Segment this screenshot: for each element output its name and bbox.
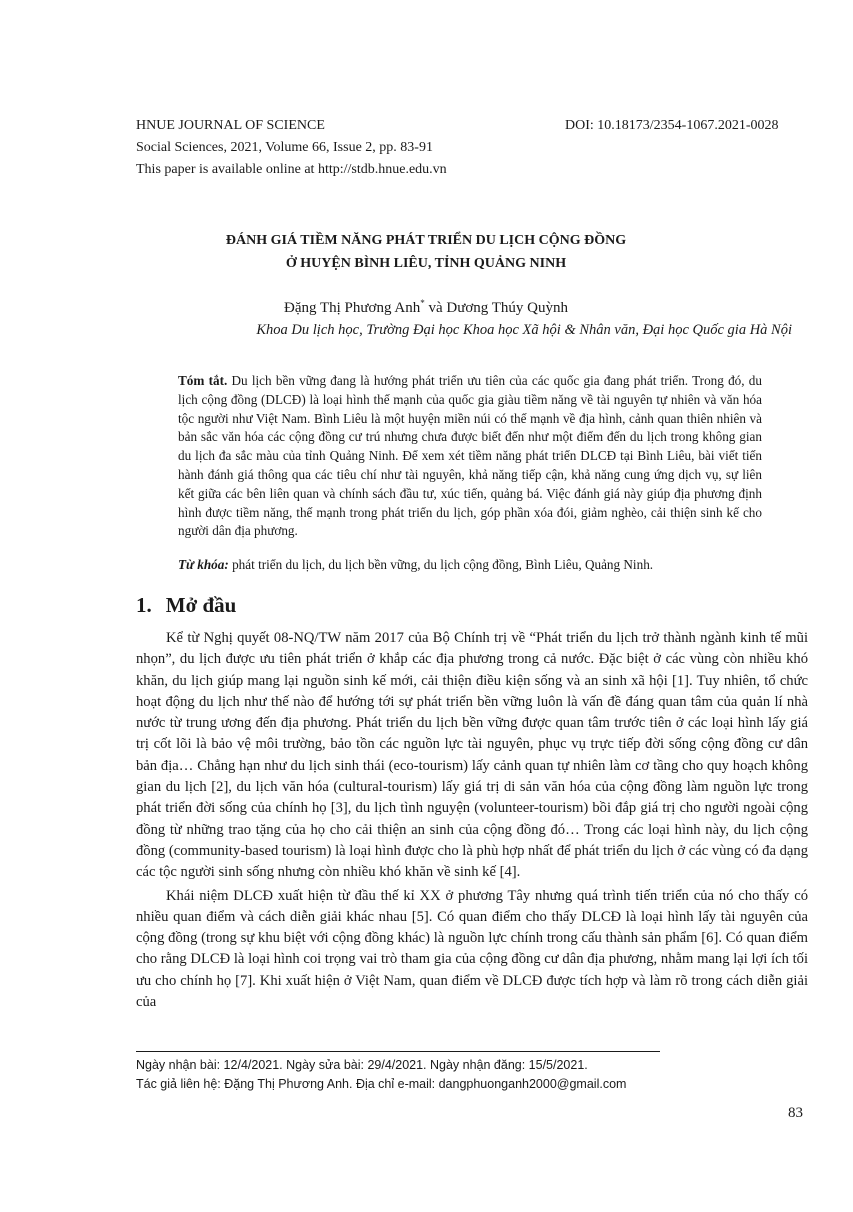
journal-name: HNUE JOURNAL OF SCIENCE <box>136 118 325 133</box>
footnote-rule <box>136 1051 660 1052</box>
authors <box>100 298 752 317</box>
author-1: Đặng Thị Phương Anh <box>284 300 421 316</box>
keywords-label: Từ khóa: <box>178 557 229 572</box>
corresponding-mark: * <box>420 298 425 308</box>
doi: DOI: 10.18173/2354-1067.2021-0028 <box>565 118 779 133</box>
paper-title-line-1: ĐÁNH GIÁ TIỀM NĂNG PHÁT TRIỂN DU LỊCH CỘNG ĐỒNG <box>225 233 627 248</box>
online-info: This paper is available online at http://stdb.hnue.edu.vn <box>136 162 447 177</box>
abstract-label: Tóm tắt. <box>178 373 228 388</box>
footnote-dates: Ngày nhận bài: 12/4/2021. Ngày sửa bài: 29/4/2021. Ngày nhận đăng: 15/5/2021. <box>136 1058 588 1072</box>
keywords <box>178 556 762 574</box>
section-number: 1. <box>136 593 152 617</box>
paragraph-1: Kể từ Nghị quyết 08-NQ/TW năm 2017 của Bộ Chính trị về “Phát triển du lịch trở thành ngành kinh tế mũi nhọn”, du lịch được ưu tiên phát triển ở khắp các địa phương trong cả nước. Đặc biệt ở các vùng còn nhiều khó khăn, du lịch giúp mang lại nguồn sinh kế mới, cải thiện điều kiện sống và an sinh xã hội [1]. Tuy nhiên, tổ chức hoạt động du lịch như thế nào để hướng tới sự phát triển bền vững luôn là vấn đề đáng quan tâm của quản lí nhà nước từ trung ương đến địa phương. Phát triển du lịch bền vững được quan tâm trước tiên ở các loại hình lấy giá trị cốt lõi là bảo vệ môi trường, bảo tồn các nguồn lực tài nguyên, phục vụ trực tiếp đời sống cộng đồng cư dân bản địa… Chẳng hạn như du lịch sinh thái (eco-tourism) lấy cảnh quan tự nhiên làm cơ tầng cho quy hoạch không gian du lịch [2], du lịch văn hóa (cultural-tourism) lấy giá trị di sản văn hóa của cộng đồng làm nguồn lực trong phát triển đời sống của chính họ [3], du lịch tình nguyện (volunteer-tourism) bồi đắp giá trị cho người ngoài cộng đồng từ những trao tặng của họ cho cải thiện an sinh của cộng đồng đó… Trong các loại hình này, du lịch cộng đồng (community-based tourism) là loại hình được cho là phù hợp nhất để phát triển du lịch ở các vùng có đa dạng các tộc người sinh sống nhưng còn nhiều khó khăn về sinh kế [4]. <box>136 630 808 881</box>
page-number: 83 <box>788 1105 803 1121</box>
body-text <box>136 628 808 1013</box>
author-2: và Dương Thúy Quỳnh <box>424 300 568 316</box>
footnote-contact: Tác giả liên hệ: Đặng Thị Phương Anh. Địa chỉ e-mail: dangphuonganh2000@gmail.com <box>136 1077 627 1091</box>
paragraph-2: Khái niệm DLCĐ xuất hiện từ đầu thế kỉ XX ở phương Tây nhưng quá trình tiến triển của nó cho thấy có nhiều quan điểm và cách diễn giải khác nhau [5]. Có quan điểm cho thấy DLCĐ là loại hình lấy tài nguyên của cộng đồng (trong sự khu biệt với cộng đồng khác) là nguồn lực chính trong cấu thành sản phẩm [6]. Có quan điểm cho rằng DLCĐ là loại hình coi trọng vai trò tham gia của cộng đồng cư dân địa phương, nhằm mang lại lợi ích tối ưu cho chính họ [7]. Khi xuất hiện ở Việt Nam, quan điểm về DLCĐ được tích hợp và làm rõ trong cách diễn giải của <box>136 887 808 1011</box>
abstract-text: Du lịch bền vững đang là hướng phát triển ưu tiên của các quốc gia đang phát triển. Trong đó, du lịch cộng đồng (DLCĐ) là loại hình thế mạnh của quốc gia giàu tiềm năng về tài nguyên tự nhiên và văn hóa tộc người như Việt Nam. Bình Liêu là một huyện miền núi có thế mạnh về địa hình, cảnh quan thiên nhiên và bản sắc văn hóa các cộng đồng cư trú nhưng chưa được biết đến như một điểm đến du lịch trong không gian du lịch đa sắc màu của tỉnh Quảng Ninh. Để xem xét tiềm năng phát triển DLCĐ tại Bình Liêu, bài viết tiến hành đánh giá thông qua các tiêu chí như tài nguyên, khả năng tiếp cận, khả năng cung ứng dịch vụ, sự liên kết giữa các bên liên quan và chính sách đầu tư, xúc tiến, quảng bá. Việc đánh giá này giúp địa phương định hình được tiềm năng, thế mạnh trong phát triển du lịch, góp phần xóa đói, giảm nghèo, cải thiện sinh kế cho người dân địa phương. <box>178 373 762 539</box>
keywords-text: phát triển du lịch, du lịch bền vững, du lịch cộng đồng, Bình Liêu, Quảng Ninh. <box>228 557 654 572</box>
paper-title-line-2: Ở HUYỆN BÌNH LIÊU, TỈNH QUẢNG NINH <box>285 256 567 271</box>
issue-info: Social Sciences, 2021, Volume 66, Issue 2, pp. 83-91 <box>136 140 433 155</box>
section-heading <box>136 590 236 620</box>
section-title: Mở đầu <box>165 593 237 617</box>
abstract <box>178 372 762 541</box>
affiliation: Khoa Du lịch học, Trường Đại học Khoa học Xã hội & Nhân văn, Đại học Quốc gia Hà Nội <box>256 322 792 338</box>
